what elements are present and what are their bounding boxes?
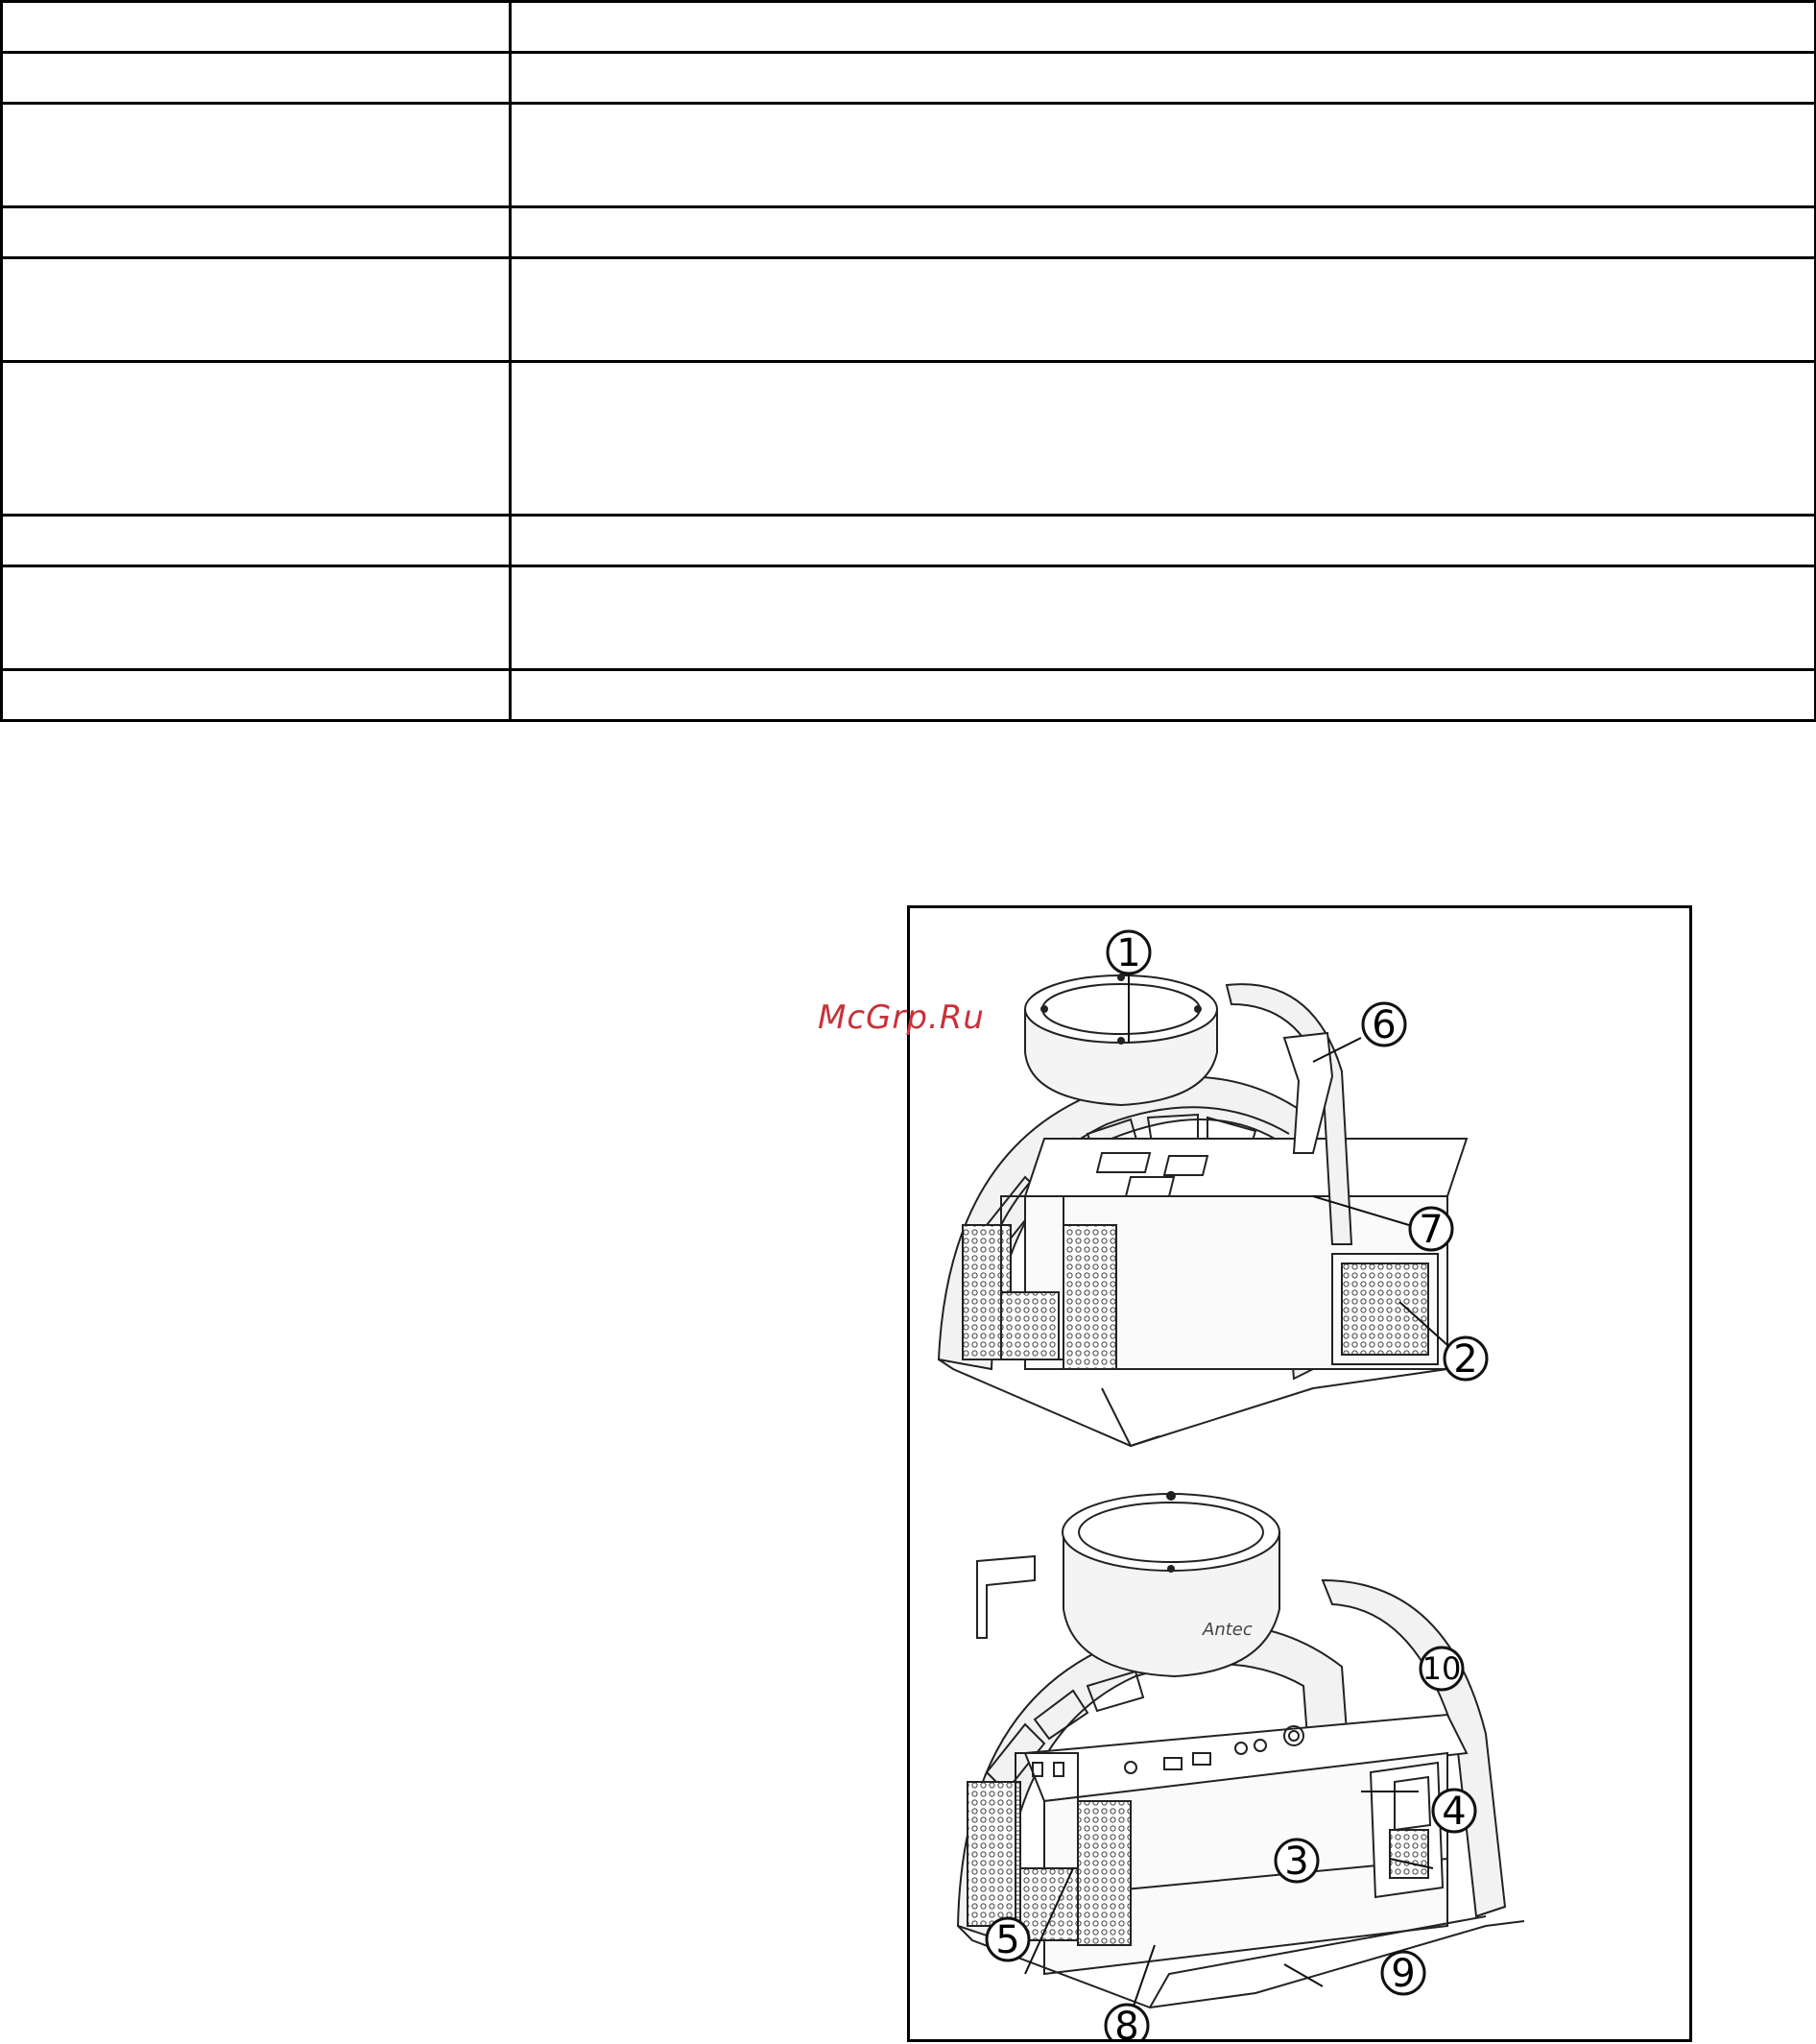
table-row xyxy=(2,566,1816,670)
table-cell-value xyxy=(511,104,1816,207)
table-cell-label xyxy=(2,670,511,721)
table-cell-value xyxy=(511,258,1816,362)
table-cell-label xyxy=(2,207,511,258)
svg-text:2: 2 xyxy=(1453,1337,1478,1382)
callout-7 xyxy=(1410,1208,1452,1252)
table-cell-value xyxy=(511,53,1816,104)
table-cell-label xyxy=(2,53,511,104)
table-row xyxy=(2,207,1816,258)
table-row xyxy=(2,362,1816,516)
callout-9 xyxy=(1382,1952,1424,1996)
table-cell-label xyxy=(2,566,511,670)
table-row xyxy=(2,670,1816,721)
table-row xyxy=(2,258,1816,362)
table-cell-value xyxy=(511,566,1816,670)
svg-text:10: 10 xyxy=(1422,1650,1462,1687)
callout-6 xyxy=(1363,1003,1405,1047)
svg-text:3: 3 xyxy=(1284,1840,1309,1884)
case-diagram-figure xyxy=(907,905,1692,2042)
table-cell-value xyxy=(511,2,1816,53)
table-cell-label xyxy=(2,104,511,207)
callout-8 xyxy=(1106,2005,1148,2039)
table-cell-label xyxy=(2,516,511,566)
svg-text:4: 4 xyxy=(1442,1790,1467,1834)
table-cell-label xyxy=(2,362,511,516)
callout-10 xyxy=(1421,1647,1463,1690)
callout-3 xyxy=(1276,1840,1318,1884)
spec-table xyxy=(0,0,1816,722)
cylinder-bottom xyxy=(1063,1492,1279,1676)
svg-text:1: 1 xyxy=(1116,931,1141,975)
table-row xyxy=(2,2,1816,53)
case-brand-label: Antec xyxy=(1203,1620,1253,1640)
table-cell-value xyxy=(511,670,1816,721)
svg-text:9: 9 xyxy=(1391,1952,1416,1996)
callout-1 xyxy=(1108,931,1150,975)
callout-4 xyxy=(1433,1790,1475,1834)
callout-2 xyxy=(1445,1337,1487,1382)
watermark-text: McGrp.Ru xyxy=(818,998,985,1037)
table-row xyxy=(2,104,1816,207)
table-row xyxy=(2,516,1816,566)
svg-text:6: 6 xyxy=(1372,1003,1397,1047)
callout-5 xyxy=(987,1918,1029,1962)
svg-text:7: 7 xyxy=(1419,1208,1444,1252)
table-cell-label xyxy=(2,2,511,53)
table-cell-value xyxy=(511,207,1816,258)
case-diagram xyxy=(910,908,1689,2039)
svg-text:5: 5 xyxy=(995,1918,1020,1962)
svg-text:8: 8 xyxy=(1114,2005,1139,2039)
table-cell-label xyxy=(2,258,511,362)
table-row xyxy=(2,53,1816,104)
table-cell-value xyxy=(511,362,1816,516)
table-cell-value xyxy=(511,516,1816,566)
cylinder-top xyxy=(1025,974,1217,1105)
